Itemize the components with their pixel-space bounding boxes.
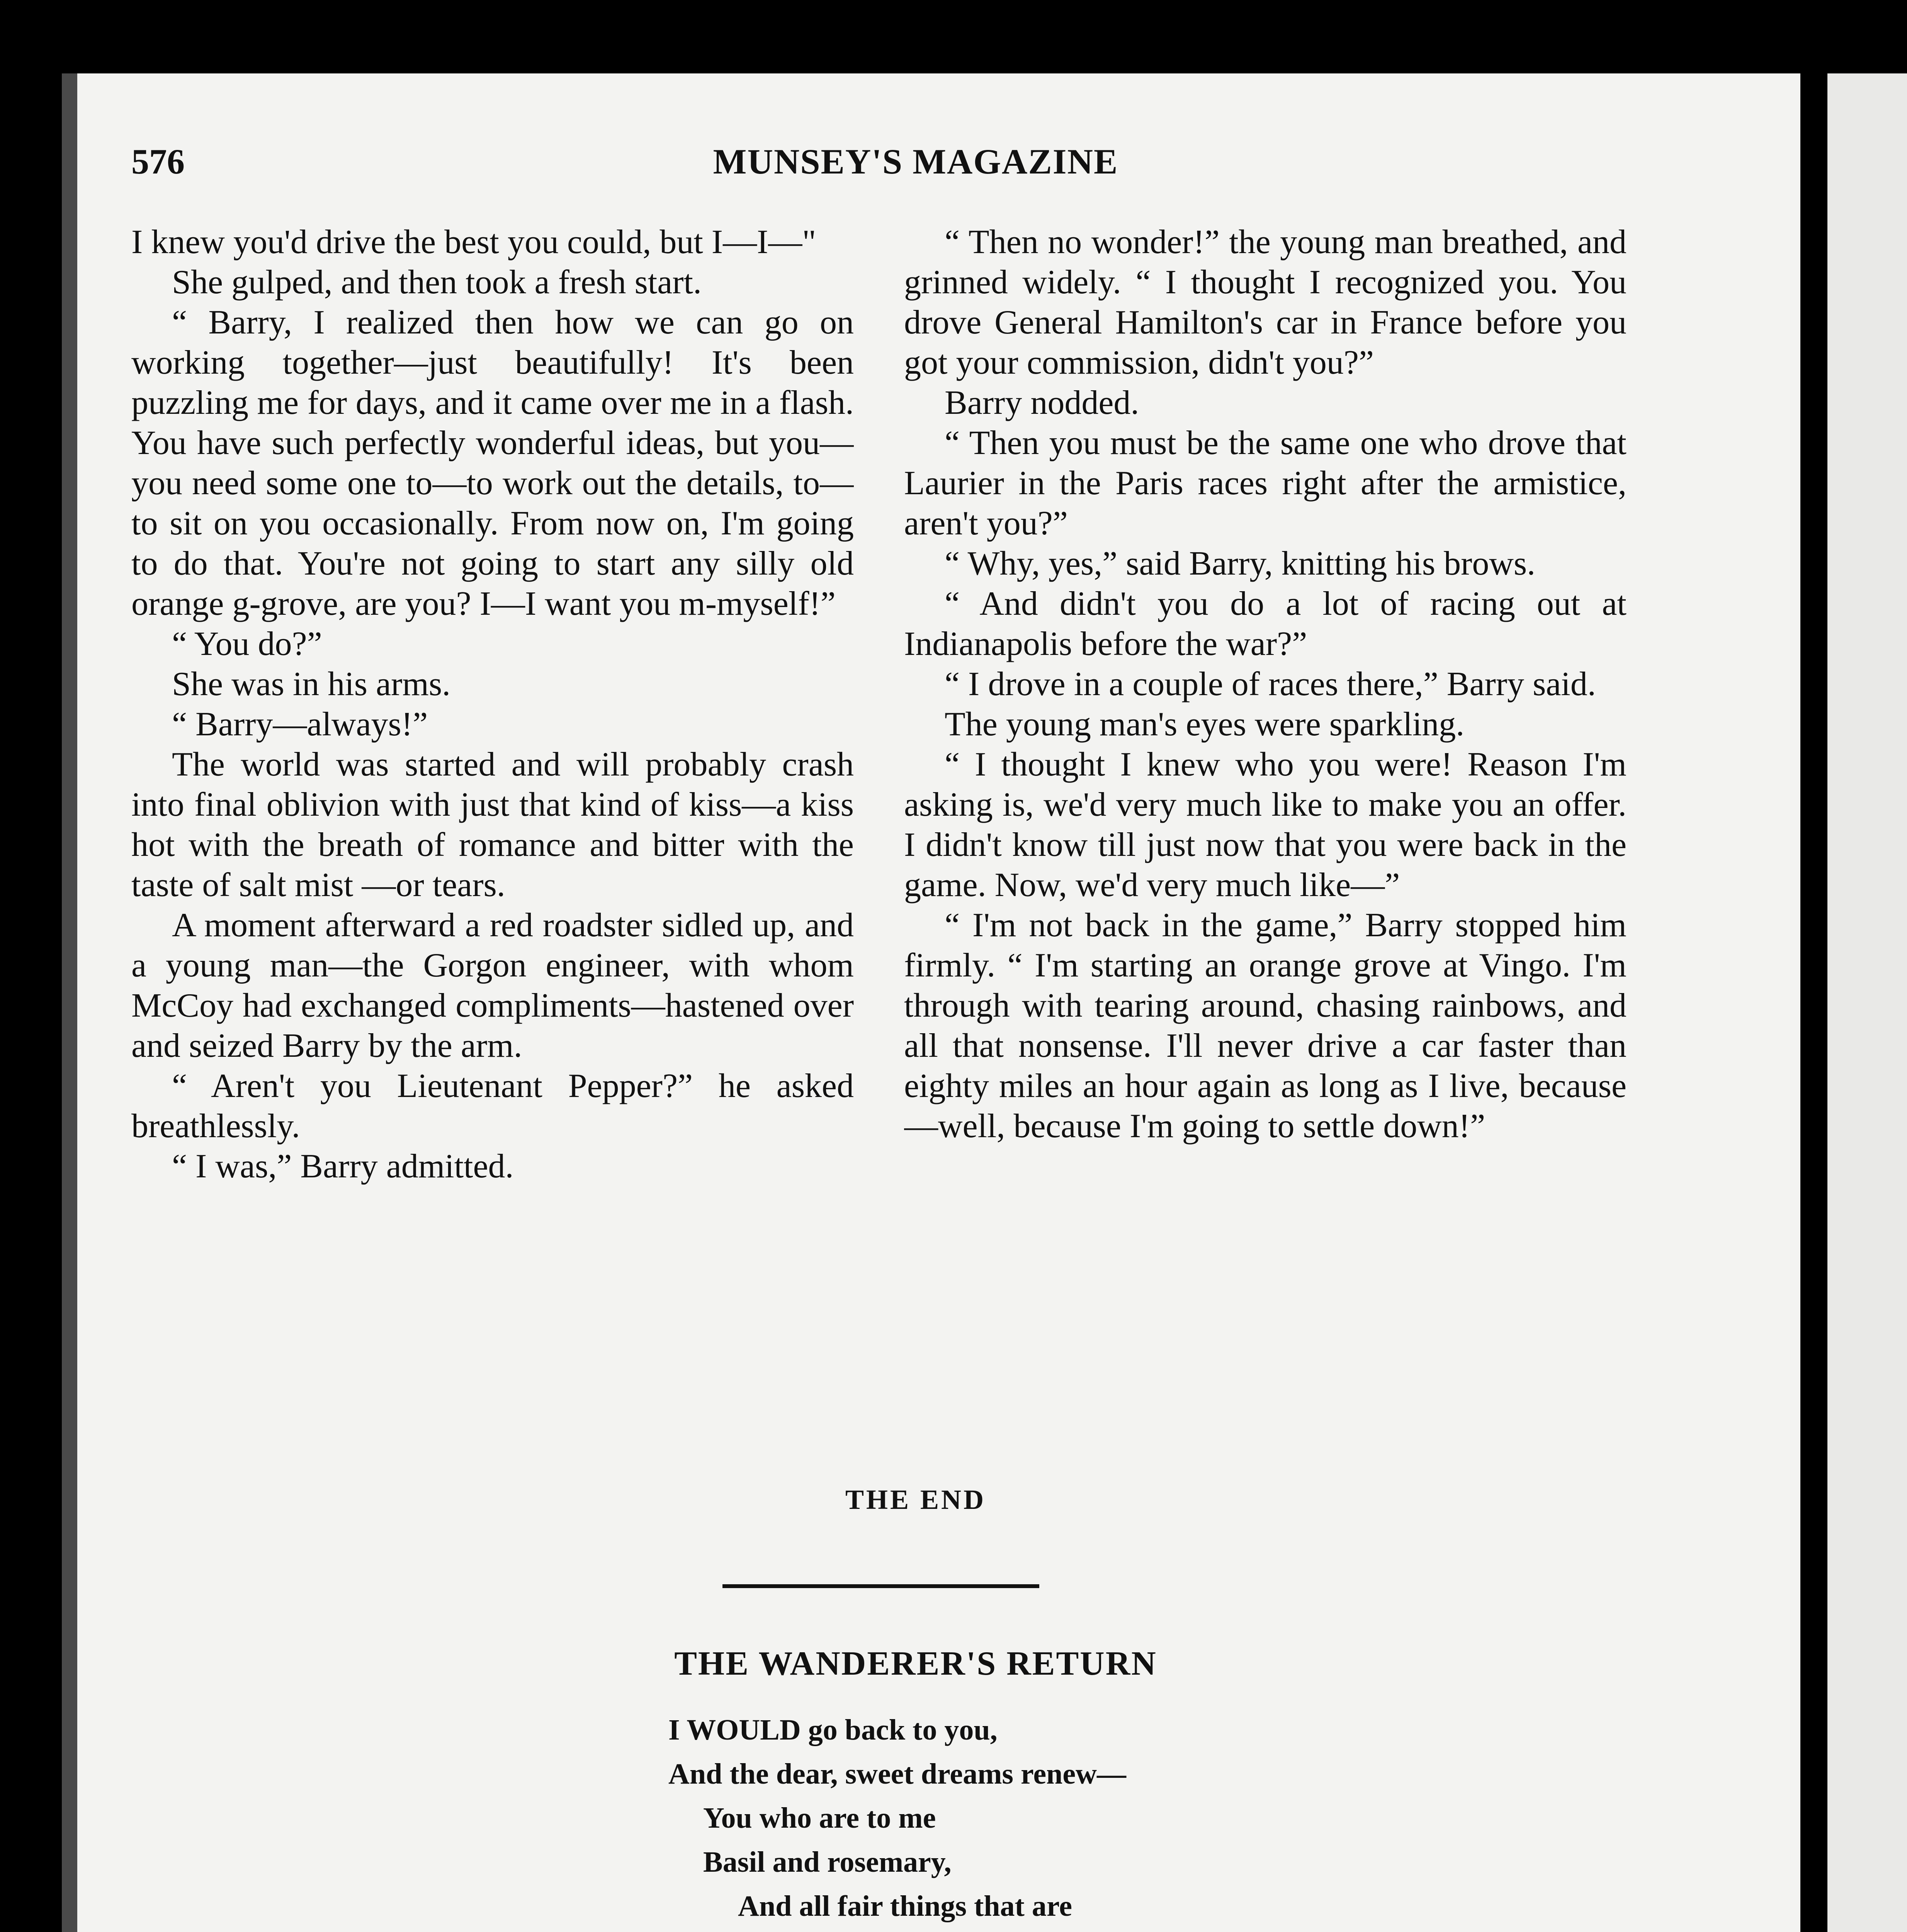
page-header bbox=[131, 141, 1700, 199]
story-paragraph: She gulped, and then took a fresh start. bbox=[172, 264, 702, 301]
story-paragraph: I knew you'd drive the best you could, but I—I—" bbox=[131, 223, 816, 261]
poem-line: You who are to me bbox=[703, 1802, 936, 1834]
page-number: 576 bbox=[131, 142, 185, 181]
story-paragraph: “ Barry, I realized then how we can go on working together—just beautifully! It's been puzzling me for days, and it came over me in a flash. You have such perfectly wonderful ideas, but you—you need some one to—to work out the details, to—to sit on you occasionally. From now on, I'm going to do that. You're not going to start any silly old orange g-grove, are you? I—I want you m-myself!” bbox=[131, 304, 854, 622]
story-paragraph: “ Then you must be the same one who drove that Laurier in the Paris races right after the armistice, aren't you?” bbox=[904, 424, 1627, 542]
story-paragraph: “ You do?” bbox=[172, 625, 322, 663]
story-paragraph: “ I thought I knew who you were! Reason I'm asking is, we'd very much like to make you an offer. I didn't know till just now that you were back in the game. Now, we'd very much like—” bbox=[904, 746, 1627, 904]
story-paragraph: “ I was,” Barry admitted. bbox=[172, 1148, 514, 1185]
poem-line: And the dear, sweet dreams renew— bbox=[668, 1758, 1126, 1790]
poem-line: I WOULD go back to you, bbox=[668, 1714, 998, 1746]
story-paragraph: The young man's eyes were sparkling. bbox=[945, 706, 1465, 743]
poem-line: Basil and rosemary, bbox=[703, 1846, 952, 1878]
the-end-mark: THE END bbox=[845, 1484, 986, 1515]
story-right-column bbox=[904, 222, 1627, 1497]
poem-title: THE WANDERER'S RETURN bbox=[674, 1645, 1157, 1682]
story-paragraph: “ Why, yes,” said Barry, knitting his brows. bbox=[945, 545, 1536, 582]
story-paragraph: “ I drove in a couple of races there,” Barry said. bbox=[945, 665, 1596, 703]
story-paragraph: A moment afterward a red roadster sidled up, and a young man—the Gorgon engineer, with whom McCoy had exchanged compliments—hastened over and seized Barry by the arm. bbox=[131, 906, 854, 1065]
story-paragraph: “ I'm not back in the game,” Barry stopped him firmly. “ I'm starting an orange grove at Vingo. I'm through with tearing around, chasing rainbows, and all that nonsense. I'll never drive a car faster than eighty miles an hour again as long as I live, because—well, because I'm going to settle down!” bbox=[904, 906, 1627, 1145]
section-divider bbox=[722, 1584, 1039, 1588]
story-paragraph: “ Aren't you Lieutenant Pepper?” he asked breathlessly. bbox=[131, 1067, 854, 1145]
story-paragraph: “ Then no wonder!” the young man breathed, and grinned widely. “ I thought I recognized you. You drove General Hamilton's car in France before you got your commission, didn't you?” bbox=[904, 223, 1627, 381]
poem-body bbox=[668, 1708, 1518, 1932]
poem-stanza bbox=[668, 1708, 1518, 1932]
story-paragraph: She was in his arms. bbox=[172, 665, 451, 703]
poem-line bbox=[668, 1928, 1518, 1932]
story-paragraph: The world was started and will probably crash into final oblivion with just that kind of kiss—a kiss hot with the breath of romance and bitter with the taste of salt mist —or tears. bbox=[131, 746, 854, 904]
poem-line: And all fair things that are bbox=[738, 1890, 1072, 1922]
story-left-column bbox=[131, 222, 854, 1497]
story-paragraph: Barry nodded. bbox=[945, 384, 1139, 422]
running-head: MUNSEY'S MAGAZINE bbox=[713, 142, 1118, 181]
facing-page-edge bbox=[1827, 73, 1907, 1932]
story-paragraph: “ Barry—always!” bbox=[172, 706, 428, 743]
story-paragraph: “ And didn't you do a lot of racing out at Indianapolis before the war?” bbox=[904, 585, 1627, 663]
